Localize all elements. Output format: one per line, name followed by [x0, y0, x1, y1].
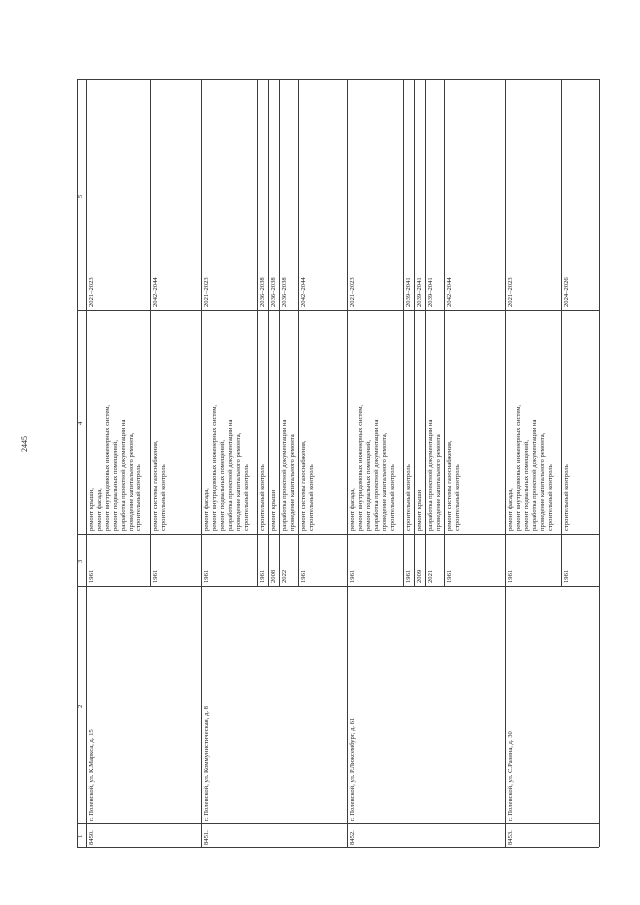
work-period: 2036–2038 — [270, 277, 278, 307]
work-item: ремонт подвальных помещений, — [218, 440, 226, 531]
work-item: ремонт подвальных помещений, — [111, 440, 119, 531]
build-year: 1961 — [88, 569, 95, 583]
record-address: г. Полевской, ул. Коммунистическая, д. 8 — [203, 706, 210, 821]
header-cell-3: 3 — [77, 559, 84, 563]
work-item: проведение капитального ремонта — [289, 434, 297, 531]
work-period: 2039–2041 — [416, 277, 424, 307]
work-item: разработка проектной документации на — [226, 419, 234, 531]
work-item: разработка проектной документации на — [427, 419, 435, 531]
record-number: 8450. — [88, 830, 95, 845]
work-item: ремонт подвальных помещений, — [364, 440, 372, 531]
work-period: 2021–2023 — [88, 277, 95, 307]
work-period: 2039–2041 — [405, 277, 413, 307]
record-separator — [86, 79, 87, 847]
build-year: 1961 — [259, 569, 267, 583]
build-year: 1961 — [405, 569, 413, 583]
work-item: проведение капитального ремонта — [435, 434, 443, 531]
work-period: 2042–2044 — [446, 277, 453, 307]
record-address: г. Полевской, ул. К.Маркса, д. 15 — [88, 729, 95, 821]
record-address: г. Полевской, ул. С.Разина, д. 30 — [507, 731, 514, 821]
work-period: 2042–2044 — [300, 277, 307, 307]
work-period: 2039–2041 — [427, 277, 435, 307]
work-period: 2036–2038 — [259, 277, 267, 307]
work-period: 2021–2023 — [349, 277, 356, 307]
work-item: ремонт системы газоснабжения, — [446, 440, 453, 531]
work-period: 2021–2023 — [507, 277, 514, 307]
header-cell-2: 2 — [77, 704, 84, 708]
work-item: строительный контроль — [405, 464, 413, 531]
record-number: 8452. — [349, 830, 356, 845]
work-item: разработка проектной документации на — [530, 419, 538, 531]
record-separator — [201, 79, 202, 847]
work-item: строительный контроль — [546, 464, 554, 531]
column-boundary — [77, 310, 599, 311]
work-item: ремонт системы газоснабжения, — [152, 440, 160, 531]
work-item: ремонт внутридомовых инженерных систем, — [514, 404, 522, 531]
build-year: 1961 — [203, 569, 210, 583]
record-number: 8451. — [203, 830, 210, 845]
work-item: разработка проектной документации на — [372, 419, 380, 531]
build-year: 1961 — [300, 569, 307, 583]
build-year: 1961 — [349, 569, 356, 583]
work-item: разработка проектной документации на — [119, 419, 127, 531]
work-item: ремонт системы газоснабжения, — [300, 440, 307, 531]
work-item: проведение капитального ремонта, — [234, 432, 242, 531]
build-year: 1961 — [446, 569, 453, 583]
subrow-separator — [444, 79, 445, 586]
table-border-right — [599, 79, 600, 847]
column-boundary — [77, 823, 599, 824]
build-year: 1961 — [152, 569, 160, 583]
work-period: 2042–2044 — [152, 277, 160, 307]
work-period: 2036–2038 — [281, 277, 289, 307]
record-address: г. Полевской, ул. Р.Люксембург, д. 61 — [349, 717, 356, 821]
work-item: строительный контроль — [242, 464, 250, 531]
work-item: строительный контроль — [453, 464, 461, 531]
work-item: строительный контроль — [563, 464, 571, 531]
work-period: 2024–2026 — [563, 277, 571, 307]
record-separator — [347, 79, 348, 847]
subrow-separator — [298, 79, 299, 586]
work-item: проведение капитального ремонта, — [538, 432, 546, 531]
work-item: проведение капитального ремонта, — [127, 432, 135, 531]
work-item: разработка проектной документации на — [281, 419, 289, 531]
work-item: ремонт подвальных помещений, — [522, 440, 530, 531]
work-period: 2021–2023 — [203, 277, 210, 307]
work-item: строительный контроль — [135, 464, 143, 531]
work-item: ремонт внутридомовых инженерных систем, — [103, 404, 111, 531]
work-item: ремонт крыши — [270, 489, 278, 531]
build-year: 2008 — [270, 569, 278, 583]
header-cell-5: 5 — [77, 194, 84, 198]
record-number: 8453. — [507, 830, 514, 845]
header-cell-1: 1 — [77, 834, 84, 838]
build-year: 1961 — [507, 569, 514, 583]
record-separator — [505, 79, 506, 847]
work-item: строительный контроль — [307, 464, 315, 531]
build-year: 2022 — [281, 569, 289, 583]
work-item: ремонт фасада, — [203, 488, 210, 531]
column-boundary — [77, 586, 599, 587]
work-item: ремонт внутридомовых инженерных систем, — [356, 404, 364, 531]
work-item: ремонт крыши — [416, 489, 424, 531]
work-item: ремонт фасада, — [95, 488, 103, 531]
build-year: 2021 — [427, 569, 435, 583]
work-item: строительный контроль — [388, 464, 396, 531]
header-cell-4: 4 — [77, 421, 84, 425]
work-item: строительный контроль — [259, 464, 267, 531]
work-item: ремонт фасада, — [349, 488, 356, 531]
column-boundary — [77, 534, 599, 535]
page-number: 2445 — [20, 436, 29, 452]
build-year: 2009 — [416, 569, 424, 583]
work-item: ремонт внутридомовых инженерных систем, — [210, 404, 218, 531]
work-item: ремонт фасада, — [507, 488, 514, 531]
column-boundary — [77, 79, 599, 80]
build-year: 1961 — [563, 569, 571, 583]
work-item: строительный контроль — [160, 464, 168, 531]
work-item: ремонт крыши, — [88, 488, 95, 531]
column-boundary — [77, 847, 599, 848]
work-item: проведение капитального ремонта, — [380, 432, 388, 531]
